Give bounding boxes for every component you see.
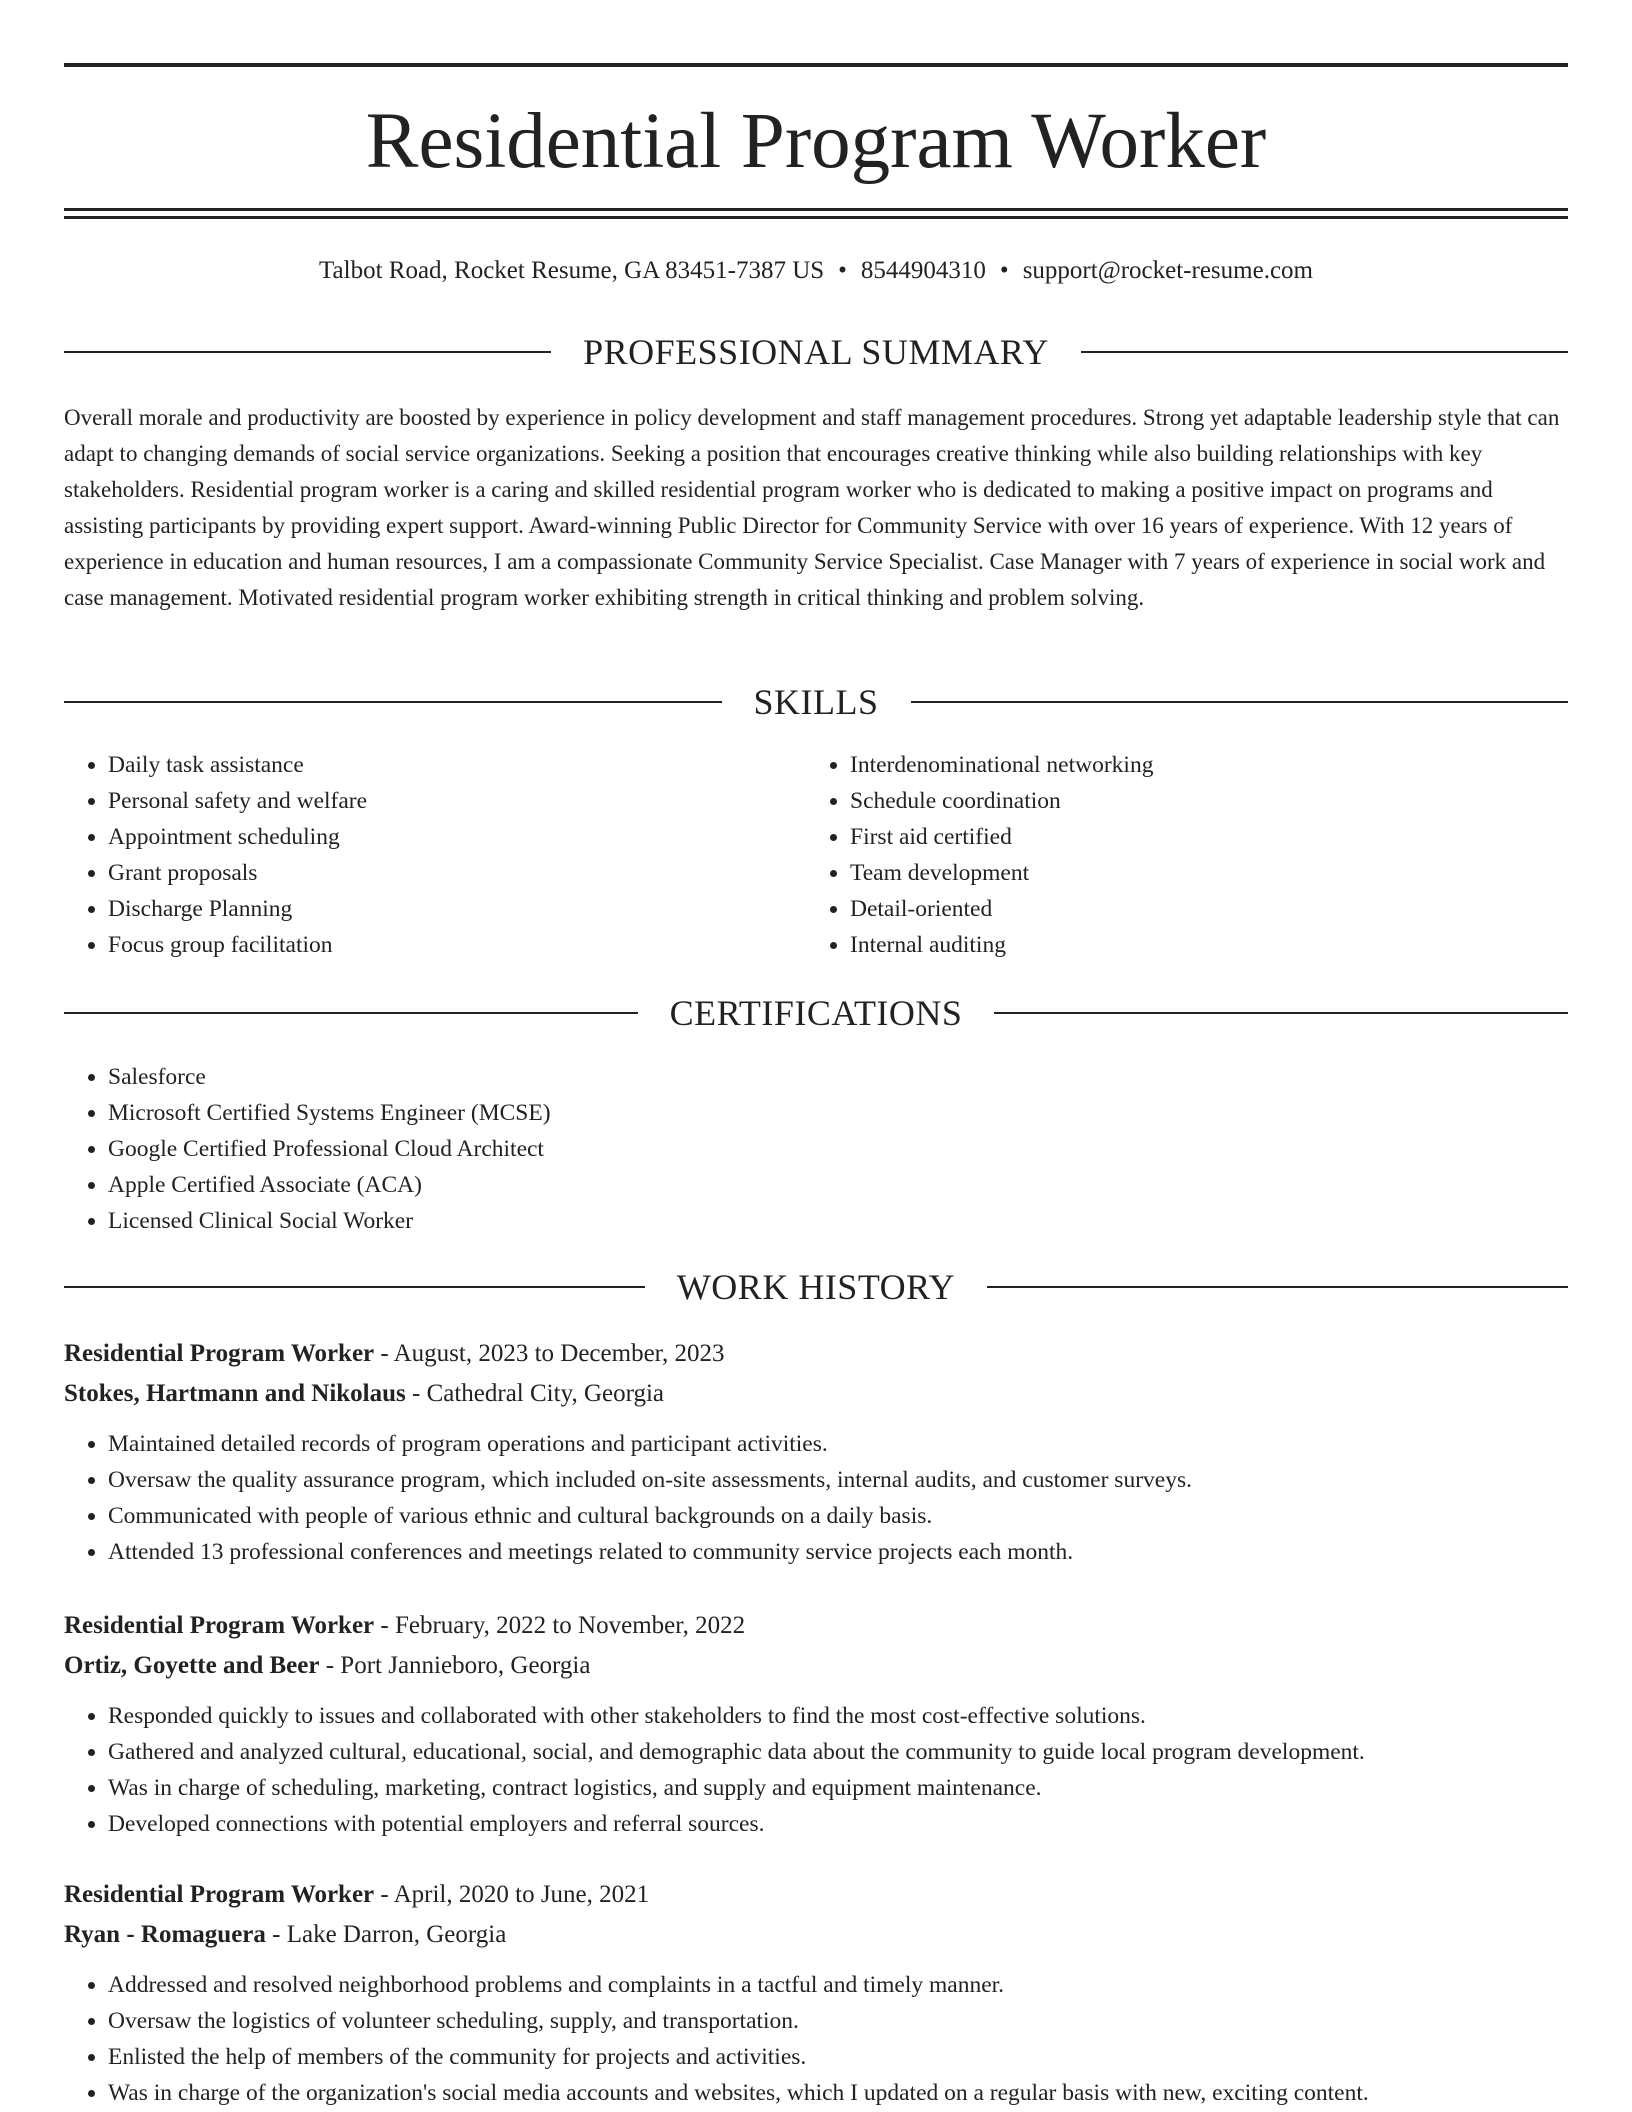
top-divider <box>64 63 1568 67</box>
job-dates: - August, 2023 to December, 2023 <box>374 1340 725 1367</box>
certification-item: • Google Certified Professional Cloud Architect <box>108 1131 1568 1167</box>
contact-address: Talbot Road, Rocket Resume, GA 83451-7387 US <box>319 257 825 284</box>
job-company: Ryan - Romaguera <box>64 1921 266 1948</box>
job-duty-item: • Enlisted the help of members of the community for projects and activities. <box>108 2039 1568 2075</box>
skill-item: • Team development <box>850 855 1548 891</box>
job-entry <box>64 1334 1568 1570</box>
section-rule <box>1081 351 1568 353</box>
section-rule <box>64 1286 645 1288</box>
skill-item: • Schedule coordination <box>850 783 1548 819</box>
skill-item: • Daily task assistance <box>108 747 806 783</box>
contact-line <box>64 254 1568 288</box>
job-duty-item: • Maintained detailed records of program operations and participant activities. <box>108 1426 1568 1462</box>
certification-item: • Licensed Clinical Social Worker <box>108 1203 1568 1239</box>
contact-separator: • <box>838 257 847 284</box>
job-duty-item: • Developed connections with potential employers and referral sources. <box>108 1806 1568 1842</box>
work-history-section-header <box>64 1265 1568 1309</box>
job-duties <box>64 1426 1568 1570</box>
job-duties <box>64 1967 1568 2111</box>
job-entry <box>64 1875 1568 2111</box>
skill-item: • Focus group facilitation <box>108 927 806 963</box>
contact-separator: • <box>999 257 1009 284</box>
certification-item: • Salesforce <box>108 1059 1568 1095</box>
work-history-section-title: WORK HISTORY <box>676 1267 956 1307</box>
skills-section-header <box>64 680 1568 724</box>
section-rule <box>64 701 722 703</box>
job-duty-item: • Oversaw the quality assurance program, which included on-site assessments, internal audits, and customer surveys. <box>108 1462 1568 1498</box>
job-title: Residential Program Worker <box>64 1612 375 1639</box>
job-title-line <box>64 1606 1568 1646</box>
section-rule <box>911 701 1569 703</box>
skills-column-left <box>64 747 806 963</box>
job-location: - Lake Darron, Georgia <box>265 1921 507 1948</box>
skills-section-title: SKILLS <box>753 682 879 722</box>
job-location: - Cathedral City, Georgia <box>405 1380 665 1407</box>
certifications-list <box>64 1059 1568 1239</box>
skills-list <box>64 747 1568 963</box>
job-duty-item: • Addressed and resolved neighborhood problems and complaints in a tactful and timely manner. <box>108 1967 1568 2003</box>
job-duty-item: • Was in charge of scheduling, marketing, contract logistics, and supply and equipment maintenance. <box>108 1770 1568 1806</box>
summary-section-title: PROFESSIONAL SUMMARY <box>583 332 1049 372</box>
job-duty-item: • Attended 13 professional conferences and meetings related to community service projects each month. <box>108 1534 1568 1570</box>
resume-title: Residential Program Worker <box>365 98 1267 185</box>
certifications-section-title: CERTIFICATIONS <box>669 993 963 1033</box>
skill-item: • Detail-oriented <box>850 891 1548 927</box>
certifications-section-header <box>64 991 1568 1035</box>
section-rule <box>64 351 551 353</box>
job-duty-item: • Was in charge of the organization's social media accounts and websites, which I updated on a regular basis with new, exciting content. <box>108 2075 1568 2111</box>
job-title: Residential Program Worker <box>64 1881 375 1908</box>
job-duty-item: • Responded quickly to issues and collaborated with other stakeholders to find the most cost-effective solutions. <box>108 1698 1568 1734</box>
job-company-line <box>64 1374 1568 1414</box>
job-duties <box>64 1698 1568 1842</box>
certification-item: • Microsoft Certified Systems Engineer (MCSE) <box>108 1095 1568 1131</box>
section-rule <box>64 1012 638 1014</box>
job-duty-item: • Gathered and analyzed cultural, educational, social, and demographic data about the community to guide local program development. <box>108 1734 1568 1770</box>
job-duty-item: • Communicated with people of various ethnic and cultural backgrounds on a daily basis. <box>108 1498 1568 1534</box>
certification-item: • Apple Certified Associate (ACA) <box>108 1167 1568 1203</box>
job-title-line <box>64 1875 1568 1915</box>
contact-email: support@rocket-resume.com <box>1022 257 1313 284</box>
job-dates: - February, 2022 to November, 2022 <box>374 1612 746 1639</box>
job-location: - Port Jannieboro, Georgia <box>319 1652 591 1679</box>
job-company-line <box>64 1646 1568 1686</box>
skills-column-right <box>806 747 1548 963</box>
job-title-line <box>64 1334 1568 1374</box>
job-title: Residential Program Worker <box>64 1340 375 1367</box>
skill-item: • Personal safety and welfare <box>108 783 806 819</box>
job-company: Ortiz, Goyette and Beer <box>64 1652 320 1679</box>
summary-section-header <box>64 330 1568 374</box>
skill-item: • Appointment scheduling <box>108 819 806 855</box>
job-duty-item: • Oversaw the logistics of volunteer scheduling, supply, and transportation. <box>108 2003 1568 2039</box>
skill-item: • First aid certified <box>850 819 1548 855</box>
skill-item: • Interdenominational networking <box>850 747 1548 783</box>
title-divider-upper <box>64 208 1568 211</box>
skill-item: • Discharge Planning <box>108 891 806 927</box>
summary-text: Overall morale and productivity are boosted by experience in policy development and staff management procedures. Strong yet adaptable leadership style that can adapt to changing demands of social service organizations. Seeking a position that encourages creative thinking while also building relationships with key stakeholders. Residential program worker is a caring and skilled residential program worker who is dedicated to making a positive impact on programs and assisting participants by providing expert support. Award-winning Public Director for Community Service with over 16 years of experience. With 12 years of experience in education and human resources, I am a compassionate Community Service Specialist. Case Manager with 7 years of experience in social work and case management. Motivated residential program worker exhibiting strength in critical thinking and problem solving. <box>64 405 1560 610</box>
job-dates: - April, 2020 to June, 2021 <box>374 1881 650 1908</box>
skill-item: • Internal auditing <box>850 927 1548 963</box>
skill-item: • Grant proposals <box>108 855 806 891</box>
job-entry <box>64 1606 1568 1842</box>
section-rule <box>994 1012 1568 1014</box>
section-rule <box>987 1286 1568 1288</box>
job-company-line <box>64 1915 1568 1955</box>
title-divider-lower <box>64 216 1568 219</box>
job-company: Stokes, Hartmann and Nikolaus <box>64 1380 406 1407</box>
contact-phone: 8544904310 <box>860 257 986 284</box>
